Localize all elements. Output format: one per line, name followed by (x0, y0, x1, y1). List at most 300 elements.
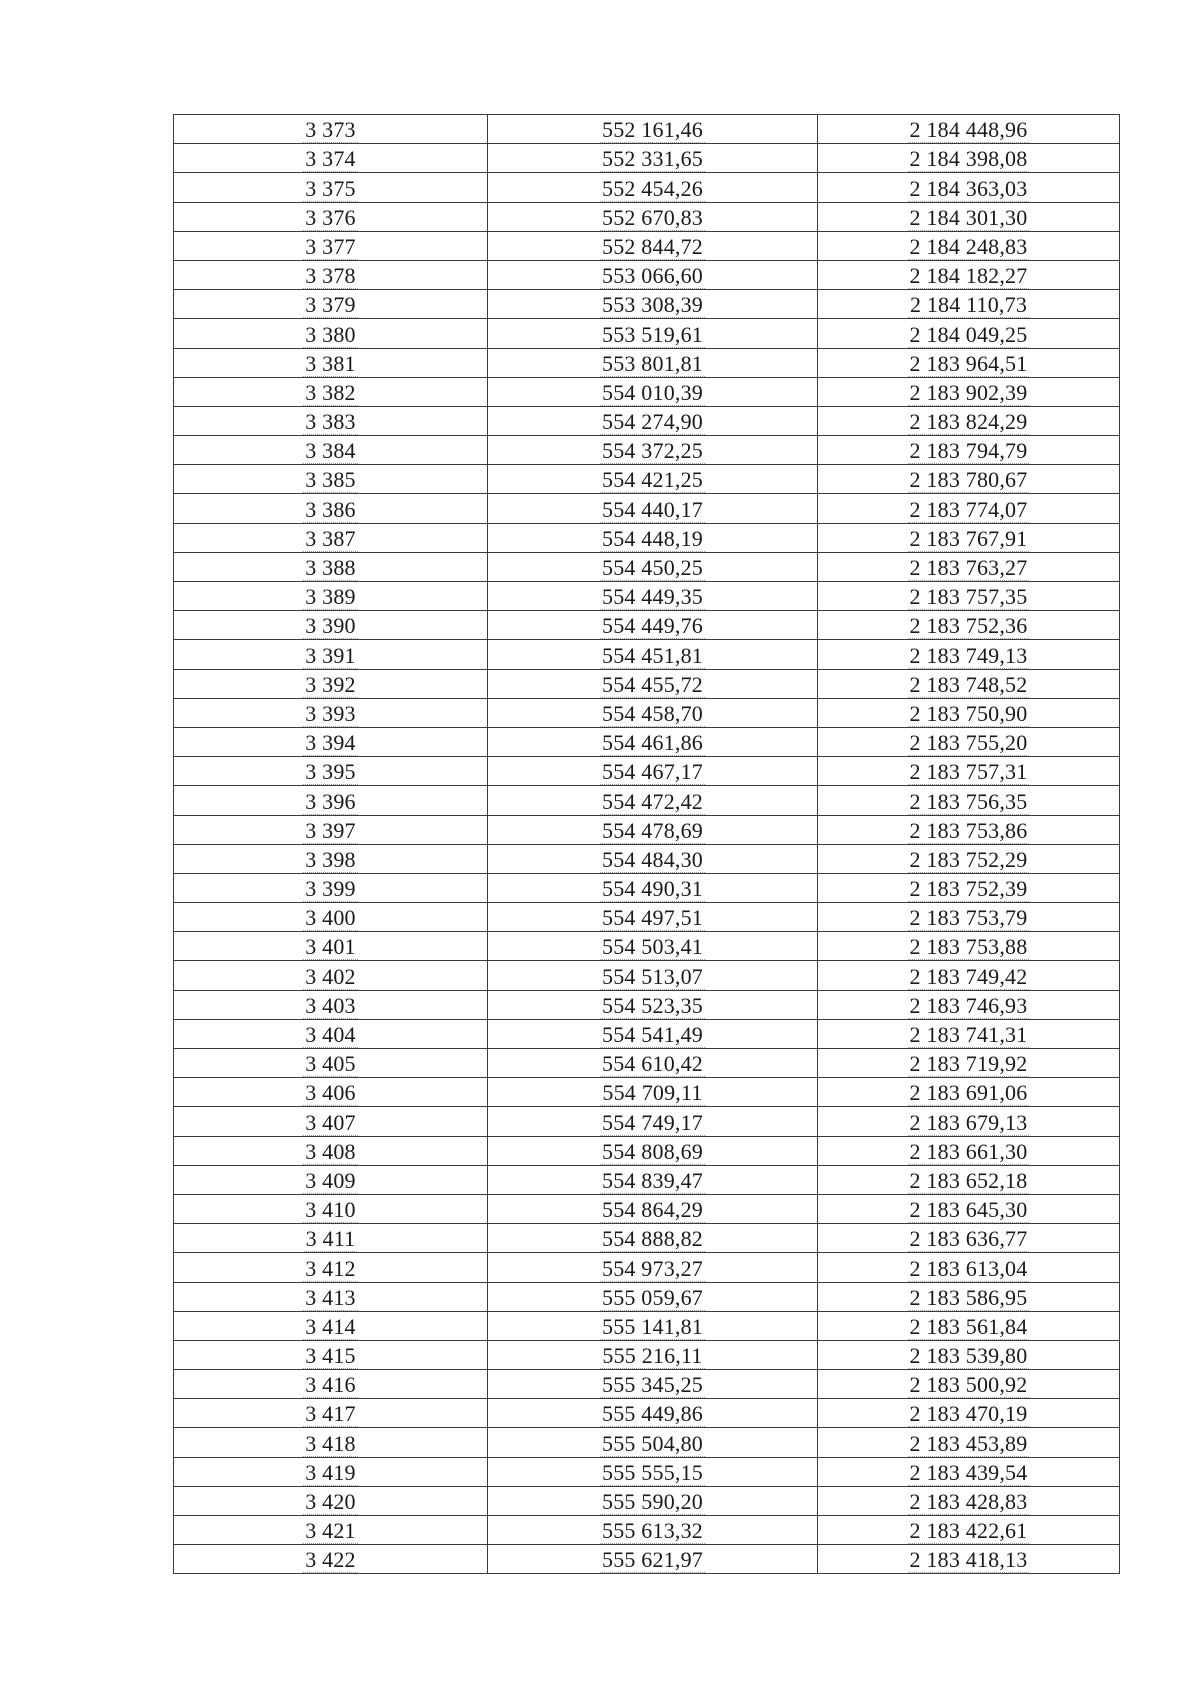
x-coordinate-cell (488, 786, 818, 815)
cell-value: 554 472,42 (602, 788, 703, 814)
cell-value: 554 458,70 (602, 700, 703, 726)
y-coordinate-cell (818, 1253, 1120, 1282)
point-number-cell (174, 1486, 488, 1515)
y-coordinate-cell (818, 669, 1120, 698)
x-coordinate-cell (488, 757, 818, 786)
point-number-cell (174, 1457, 488, 1486)
cell-value: 555 059,67 (602, 1284, 703, 1310)
cell-value: 554 467,17 (602, 759, 703, 785)
table-row (174, 932, 1120, 961)
cell-value: 3 417 (305, 1401, 356, 1427)
y-coordinate-cell (818, 1078, 1120, 1107)
y-coordinate-cell (818, 552, 1120, 581)
point-number-cell (174, 552, 488, 581)
cell-value: 3 406 (305, 1080, 356, 1106)
cell-value: 3 393 (305, 700, 356, 726)
cell-value: 3 390 (305, 613, 356, 639)
x-coordinate-cell (488, 552, 818, 581)
cell-value: 2 183 691,06 (909, 1080, 1028, 1106)
cell-value: 3 383 (305, 409, 356, 435)
y-coordinate-cell (818, 144, 1120, 173)
cell-value: 3 408 (305, 1138, 356, 1164)
table-row (174, 611, 1120, 640)
x-coordinate-cell (488, 1516, 818, 1545)
cell-value: 3 384 (305, 438, 356, 464)
cell-value: 2 183 753,86 (909, 817, 1028, 843)
cell-value: 3 385 (305, 467, 356, 493)
x-coordinate-cell (488, 669, 818, 698)
cell-value: 3 388 (305, 555, 356, 580)
y-coordinate-cell (818, 698, 1120, 727)
y-coordinate-cell (818, 115, 1120, 144)
cell-value: 555 504,80 (602, 1430, 703, 1456)
cell-value: 3 413 (305, 1284, 356, 1310)
y-coordinate-cell (818, 1224, 1120, 1253)
table-row (174, 115, 1120, 144)
x-coordinate-cell (488, 231, 818, 260)
table-row (174, 903, 1120, 932)
cell-value: 3 391 (305, 642, 356, 668)
cell-value: 2 183 746,93 (909, 992, 1028, 1018)
y-coordinate-cell (818, 1107, 1120, 1136)
cell-value: 554 010,39 (602, 379, 703, 405)
cell-value: 2 183 763,27 (909, 555, 1028, 580)
cell-value: 2 183 750,90 (909, 700, 1028, 726)
x-coordinate-cell (488, 1253, 818, 1282)
table-row (174, 552, 1120, 581)
x-coordinate-cell (488, 1224, 818, 1253)
table-row (174, 1311, 1120, 1340)
point-number-cell (174, 786, 488, 815)
cell-value: 553 519,61 (602, 321, 703, 347)
cell-value: 554 421,25 (602, 467, 703, 493)
y-coordinate-cell (818, 1311, 1120, 1340)
cell-value: 3 422 (305, 1547, 356, 1573)
cell-value: 554 749,17 (602, 1109, 703, 1135)
table-row (174, 465, 1120, 494)
table-row (174, 698, 1120, 727)
cell-value: 552 844,72 (602, 233, 703, 259)
cell-value: 3 399 (305, 876, 356, 902)
table-row (174, 173, 1120, 202)
y-coordinate-cell (818, 465, 1120, 494)
point-number-cell (174, 436, 488, 465)
x-coordinate-cell (488, 873, 818, 902)
cell-value: 2 183 539,80 (909, 1343, 1028, 1369)
cell-value: 2 183 749,42 (909, 963, 1028, 989)
point-number-cell (174, 523, 488, 552)
point-number-cell (174, 173, 488, 202)
x-coordinate-cell (488, 377, 818, 406)
point-number-cell (174, 1224, 488, 1253)
cell-value: 3 403 (305, 992, 356, 1018)
cell-value: 554 888,82 (602, 1226, 703, 1252)
table-row (174, 1019, 1120, 1048)
cell-value: 555 555,15 (602, 1459, 703, 1485)
y-coordinate-cell (818, 1019, 1120, 1048)
cell-value: 2 183 645,30 (909, 1197, 1028, 1223)
point-number-cell (174, 727, 488, 756)
x-coordinate-cell (488, 1049, 818, 1078)
point-number-cell (174, 1545, 488, 1574)
x-coordinate-cell (488, 727, 818, 756)
table-row (174, 1370, 1120, 1399)
y-coordinate-cell (818, 932, 1120, 961)
cell-value: 3 378 (305, 263, 356, 289)
x-coordinate-cell (488, 406, 818, 435)
y-coordinate-cell (818, 1516, 1120, 1545)
y-coordinate-cell (818, 1545, 1120, 1574)
x-coordinate-cell (488, 1078, 818, 1107)
cell-value: 552 670,83 (602, 204, 703, 230)
table-row (174, 260, 1120, 289)
point-number-cell (174, 1165, 488, 1194)
cell-value: 3 379 (305, 292, 356, 318)
x-coordinate-cell (488, 961, 818, 990)
point-number-cell (174, 903, 488, 932)
point-number-cell (174, 144, 488, 173)
x-coordinate-cell (488, 1311, 818, 1340)
cell-value: 2 183 470,19 (909, 1401, 1028, 1427)
cell-value: 2 184 398,08 (909, 146, 1028, 172)
cell-value: 3 421 (305, 1518, 356, 1544)
cell-value: 2 183 418,13 (909, 1547, 1028, 1573)
cell-value: 2 183 756,35 (909, 788, 1028, 814)
coordinates-table (173, 114, 1120, 1574)
x-coordinate-cell (488, 1370, 818, 1399)
cell-value: 555 449,86 (602, 1401, 703, 1427)
table-row (174, 202, 1120, 231)
table-row (174, 1194, 1120, 1223)
point-number-cell (174, 348, 488, 377)
point-number-cell (174, 465, 488, 494)
cell-value: 2 183 613,04 (909, 1255, 1028, 1281)
cell-value: 3 405 (305, 1051, 356, 1077)
cell-value: 2 183 752,29 (909, 846, 1028, 872)
table-row (174, 961, 1120, 990)
table-row (174, 1107, 1120, 1136)
y-coordinate-cell (818, 1340, 1120, 1369)
cell-value: 3 397 (305, 817, 356, 843)
table-row (174, 1399, 1120, 1428)
cell-value: 2 183 586,95 (909, 1284, 1028, 1310)
cell-value: 2 183 428,83 (909, 1489, 1028, 1514)
y-coordinate-cell (818, 173, 1120, 202)
cell-value: 554 709,11 (602, 1080, 703, 1106)
y-coordinate-cell (818, 990, 1120, 1019)
x-coordinate-cell (488, 1399, 818, 1428)
cell-value: 3 402 (305, 963, 356, 989)
cell-value: 2 183 719,92 (909, 1051, 1028, 1077)
cell-value: 3 412 (305, 1255, 356, 1281)
cell-value: 2 183 748,52 (909, 671, 1028, 697)
table-row (174, 757, 1120, 786)
table-row (174, 290, 1120, 319)
cell-value: 2 183 636,77 (909, 1226, 1028, 1252)
point-number-cell (174, 1049, 488, 1078)
cell-value: 553 308,39 (602, 292, 703, 318)
cell-value: 554 449,35 (602, 584, 703, 610)
y-coordinate-cell (818, 1399, 1120, 1428)
cell-value: 3 404 (305, 1022, 356, 1047)
cell-value: 3 409 (305, 1167, 356, 1193)
cell-value: 2 183 757,31 (909, 759, 1028, 785)
cell-value: 3 419 (305, 1459, 356, 1485)
point-number-cell (174, 815, 488, 844)
cell-value: 2 183 439,54 (909, 1459, 1028, 1485)
cell-value: 2 183 561,84 (909, 1313, 1028, 1339)
point-number-cell (174, 202, 488, 231)
x-coordinate-cell (488, 582, 818, 611)
x-coordinate-cell (488, 202, 818, 231)
x-coordinate-cell (488, 1165, 818, 1194)
cell-value: 552 161,46 (602, 117, 703, 143)
cell-value: 554 497,51 (602, 905, 703, 931)
cell-value: 2 183 752,39 (909, 876, 1028, 902)
cell-value: 3 410 (305, 1197, 356, 1223)
table-row (174, 406, 1120, 435)
cell-value: 554 490,31 (602, 876, 703, 902)
x-coordinate-cell (488, 523, 818, 552)
cell-value: 3 396 (305, 788, 356, 814)
y-coordinate-cell (818, 348, 1120, 377)
cell-value: 2 183 824,29 (909, 409, 1028, 435)
y-coordinate-cell (818, 815, 1120, 844)
y-coordinate-cell (818, 786, 1120, 815)
cell-value: 3 380 (305, 321, 356, 347)
cell-value: 2 184 248,83 (909, 233, 1028, 259)
cell-value: 3 416 (305, 1372, 356, 1398)
y-coordinate-cell (818, 494, 1120, 523)
x-coordinate-cell (488, 1457, 818, 1486)
point-number-cell (174, 1136, 488, 1165)
cell-value: 3 386 (305, 496, 356, 522)
cell-value: 2 183 774,07 (909, 496, 1028, 522)
cell-value: 3 420 (305, 1489, 356, 1514)
cell-value: 2 183 755,20 (909, 730, 1028, 756)
x-coordinate-cell (488, 436, 818, 465)
x-coordinate-cell (488, 844, 818, 873)
y-coordinate-cell (818, 1370, 1120, 1399)
cell-value: 2 184 110,73 (909, 292, 1028, 318)
y-coordinate-cell (818, 844, 1120, 873)
x-coordinate-cell (488, 465, 818, 494)
y-coordinate-cell (818, 1194, 1120, 1223)
cell-value: 2 183 757,35 (909, 584, 1028, 610)
cell-value: 555 613,32 (602, 1518, 703, 1544)
x-coordinate-cell (488, 1136, 818, 1165)
point-number-cell (174, 1107, 488, 1136)
cell-value: 554 808,69 (602, 1138, 703, 1164)
point-number-cell (174, 582, 488, 611)
cell-value: 554 503,41 (602, 934, 703, 960)
table-row (174, 640, 1120, 669)
cell-value: 554 541,49 (602, 1022, 703, 1047)
y-coordinate-cell (818, 523, 1120, 552)
cell-value: 3 415 (305, 1343, 356, 1369)
cell-value: 2 183 794,79 (909, 438, 1028, 464)
cell-value: 555 216,11 (602, 1343, 703, 1369)
x-coordinate-cell (488, 903, 818, 932)
x-coordinate-cell (488, 932, 818, 961)
table-row (174, 1282, 1120, 1311)
point-number-cell (174, 1370, 488, 1399)
y-coordinate-cell (818, 1282, 1120, 1311)
cell-value: 3 407 (305, 1109, 356, 1135)
cell-value: 3 382 (305, 379, 356, 405)
point-number-cell (174, 494, 488, 523)
table-row (174, 144, 1120, 173)
x-coordinate-cell (488, 1194, 818, 1223)
cell-value: 554 440,17 (602, 496, 703, 522)
point-number-cell (174, 1194, 488, 1223)
cell-value: 3 381 (305, 350, 356, 376)
cell-value: 554 461,86 (602, 730, 703, 756)
cell-value: 2 183 752,36 (909, 613, 1028, 639)
table-row (174, 1340, 1120, 1369)
point-number-cell (174, 844, 488, 873)
y-coordinate-cell (818, 202, 1120, 231)
cell-value: 554 973,27 (602, 1255, 703, 1281)
point-number-cell (174, 260, 488, 289)
x-coordinate-cell (488, 173, 818, 202)
cell-value: 2 183 422,61 (909, 1518, 1028, 1544)
x-coordinate-cell (488, 1486, 818, 1515)
y-coordinate-cell (818, 436, 1120, 465)
table-row (174, 1049, 1120, 1078)
cell-value: 554 372,25 (602, 438, 703, 464)
cell-value: 3 387 (305, 525, 356, 551)
table-row (174, 1253, 1120, 1282)
y-coordinate-cell (818, 231, 1120, 260)
x-coordinate-cell (488, 698, 818, 727)
y-coordinate-cell (818, 961, 1120, 990)
x-coordinate-cell (488, 1428, 818, 1457)
cell-value: 2 183 500,92 (909, 1372, 1028, 1398)
point-number-cell (174, 377, 488, 406)
cell-value: 2 184 301,30 (909, 204, 1028, 230)
table-row (174, 815, 1120, 844)
cell-value: 554 478,69 (602, 817, 703, 843)
y-coordinate-cell (818, 1457, 1120, 1486)
table-row (174, 231, 1120, 260)
table-row (174, 990, 1120, 1019)
cell-value: 3 400 (305, 905, 356, 931)
x-coordinate-cell (488, 290, 818, 319)
point-number-cell (174, 1399, 488, 1428)
point-number-cell (174, 932, 488, 961)
cell-value: 3 392 (305, 671, 356, 697)
point-number-cell (174, 231, 488, 260)
cell-value: 3 398 (305, 846, 356, 872)
table-row (174, 727, 1120, 756)
x-coordinate-cell (488, 990, 818, 1019)
x-coordinate-cell (488, 1282, 818, 1311)
cell-value: 554 513,07 (602, 963, 703, 989)
point-number-cell (174, 698, 488, 727)
cell-value: 555 345,25 (602, 1372, 703, 1398)
point-number-cell (174, 757, 488, 786)
cell-value: 3 375 (305, 175, 356, 201)
coordinates-table-body (174, 115, 1120, 1574)
x-coordinate-cell (488, 815, 818, 844)
table-row (174, 319, 1120, 348)
cell-value: 3 373 (305, 117, 356, 143)
cell-value: 554 864,29 (602, 1197, 703, 1223)
point-number-cell (174, 640, 488, 669)
cell-value: 554 448,19 (602, 525, 703, 551)
point-number-cell (174, 1340, 488, 1369)
cell-value: 2 183 453,89 (909, 1430, 1028, 1456)
cell-value: 2 184 049,25 (909, 321, 1028, 347)
point-number-cell (174, 611, 488, 640)
table-row (174, 1545, 1120, 1574)
x-coordinate-cell (488, 1545, 818, 1574)
y-coordinate-cell (818, 640, 1120, 669)
cell-value: 3 401 (305, 934, 356, 960)
cell-value: 3 411 (305, 1226, 356, 1252)
point-number-cell (174, 669, 488, 698)
table-row (174, 786, 1120, 815)
cell-value: 3 414 (305, 1313, 356, 1339)
x-coordinate-cell (488, 319, 818, 348)
cell-value: 2 183 753,79 (909, 905, 1028, 931)
table-row (174, 1136, 1120, 1165)
table-row (174, 436, 1120, 465)
x-coordinate-cell (488, 494, 818, 523)
cell-value: 3 374 (305, 146, 356, 172)
table-row (174, 1428, 1120, 1457)
cell-value: 554 839,47 (602, 1167, 703, 1193)
cell-value: 3 395 (305, 759, 356, 785)
cell-value: 554 523,35 (602, 992, 703, 1018)
point-number-cell (174, 290, 488, 319)
table-row (174, 844, 1120, 873)
cell-value: 552 331,65 (602, 146, 703, 172)
cell-value: 554 484,30 (602, 846, 703, 872)
table-row (174, 582, 1120, 611)
x-coordinate-cell (488, 1340, 818, 1369)
point-number-cell (174, 319, 488, 348)
point-number-cell (174, 961, 488, 990)
table-row (174, 669, 1120, 698)
point-number-cell (174, 1253, 488, 1282)
point-number-cell (174, 1516, 488, 1545)
y-coordinate-cell (818, 582, 1120, 611)
table-row (174, 377, 1120, 406)
point-number-cell (174, 1282, 488, 1311)
point-number-cell (174, 1078, 488, 1107)
cell-value: 3 418 (305, 1430, 356, 1456)
cell-value: 554 450,25 (602, 555, 703, 580)
y-coordinate-cell (818, 1049, 1120, 1078)
cell-value: 554 274,90 (602, 409, 703, 435)
cell-value: 3 377 (305, 233, 356, 259)
cell-value: 2 183 661,30 (909, 1138, 1028, 1164)
x-coordinate-cell (488, 260, 818, 289)
cell-value: 554 455,72 (602, 671, 703, 697)
cell-value: 2 183 753,88 (909, 934, 1028, 960)
cell-value: 553 066,60 (602, 263, 703, 289)
table-row (174, 348, 1120, 377)
point-number-cell (174, 1019, 488, 1048)
table-row (174, 523, 1120, 552)
cell-value: 2 184 363,03 (909, 175, 1028, 201)
cell-value: 2 183 741,31 (909, 1022, 1028, 1047)
y-coordinate-cell (818, 727, 1120, 756)
table-row (174, 873, 1120, 902)
y-coordinate-cell (818, 611, 1120, 640)
